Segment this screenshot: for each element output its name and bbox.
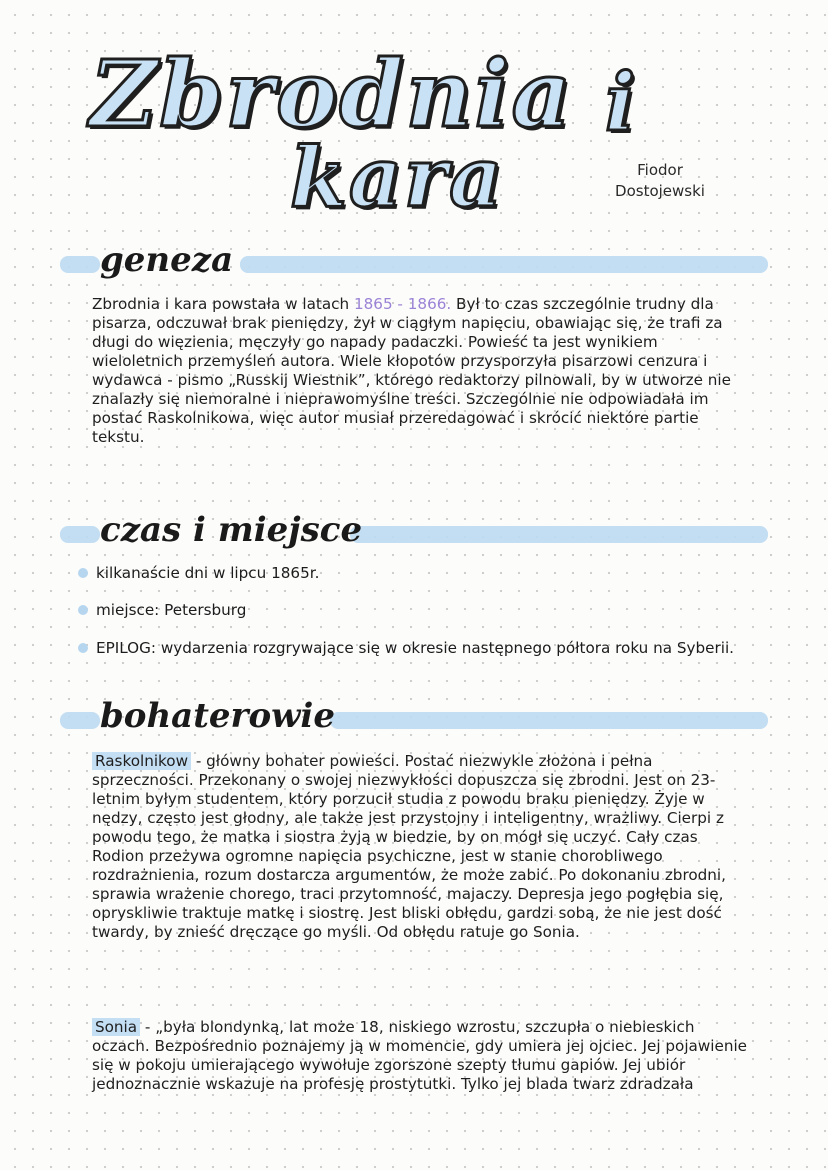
highlight-bar-right [240,256,768,273]
author-last-name: Dostojewski [615,182,705,200]
raskolnikow-paragraph [92,752,752,942]
geneza-text-start: Zbrodnia i kara powstała w latach [92,295,354,313]
section-czas-header [60,508,768,554]
title-line-1: Zbrodnia [90,40,574,148]
raskolnikow-description: - główny bohater powieści. Postać niezwykle złożona i pełna sprzeczności. Przekonany o swojej niezwykłości dopuszcza się zbrodni. Jest on 23-letnim byłym studentem, który porzucił studia z powodu braku pieniędzy. Żyje w nędzy, często jest głodny, ale także jest przystojny i inteligentny, wrażliwy. Cierpi z powodu tego, że matka i siostra żyją w biedzie, by on mógł się uczyć. Cały czas Rodion przeżywa ogromne napięcia psychiczne, jest w stanie chorobliwego rozdrażnienia, rozum dostarcza argumentów, że może zabić. Po dokonaniu zbrodni, sprawia wrażenie chorego, traci przytomność, majaczy. Depresja jego pogłębia się, opryskliwie traktuje matkę i siostrę. Jest bliski obłędu, gardzi sobą, że nie jest dość twardy, by znieść dręczące go myśli. Od obłędu ratuje go Sonia. [92,752,726,941]
list-item-text: EPILOG: wydarzenia rozgrywające się w okresie następnego półtora roku na Syberii. [96,639,734,657]
section-geneza-header [60,238,768,284]
sonia-description: - „była blondynką, lat może 18, niskiego wzrostu, szczupła o niebieskich oczach. Bezpośrednio poznajemy ją w momencie, gdy umiera jej ojciec. Jej pojawienie się w pokoju umierającego wywołuje zgorszone szepty tłumu gapiów. Jej ubiór jednoznacznie wskazuje na profesję prostytutki. Tylko jej blada twarz zdradzała [92,1018,748,1093]
list-item-text: miejsce: Petersburg [96,601,247,619]
section-heading: czas i miejsce [100,510,363,550]
sonia-paragraph [92,1018,752,1094]
highlight-bar-left [60,256,100,273]
bullet-dot-icon [78,605,88,615]
geneza-years: 1865 - 1866. [353,295,452,313]
section-bohaterowie-header [60,694,768,740]
title-conjunction: i [605,55,638,149]
section-heading: geneza [100,240,234,280]
geneza-text-rest: Był to czas szczególnie trudny dla pisarza, odczuwał brak pieniędzy, żył w ciągłym napięciu, obawiając się, że trafi za długi do więzienia, męczyły go napady padaczki. Powieść ta jest wynikiem wieloletnich przemyśleń autora. Wiele kłopotów przysporzyła pisarzowi cenzura i wydawca - pismo „Russkij Wiestnik”, którego redaktorzy pilnowali, by w utworze nie znalazły się niemoralne i nieprawomyślne treści. Szczególnie nie odpowiadała im postać Raskolnikowa, więc autor musiał przeredagować i skrócić niektóre partie tekstu. [92,295,731,446]
geneza-paragraph [92,295,752,447]
author [600,160,720,202]
character-name-sonia: Sonia [92,1018,140,1036]
list-item-text: kilkanaście dni w lipcu 1865r. [96,564,320,582]
highlight-bar-right [330,712,768,729]
highlight-bar-right [350,526,768,543]
bullet-dot-icon [78,568,88,578]
highlight-bar-left [60,526,100,543]
character-name-raskolnikow: Raskolnikow [92,752,191,770]
section-heading: bohaterowie [100,696,335,736]
author-first-name: Fiodor [637,161,683,179]
title-line-2: kara [290,130,505,226]
highlight-bar-left [60,712,100,729]
bullet-dot-icon [78,643,88,653]
